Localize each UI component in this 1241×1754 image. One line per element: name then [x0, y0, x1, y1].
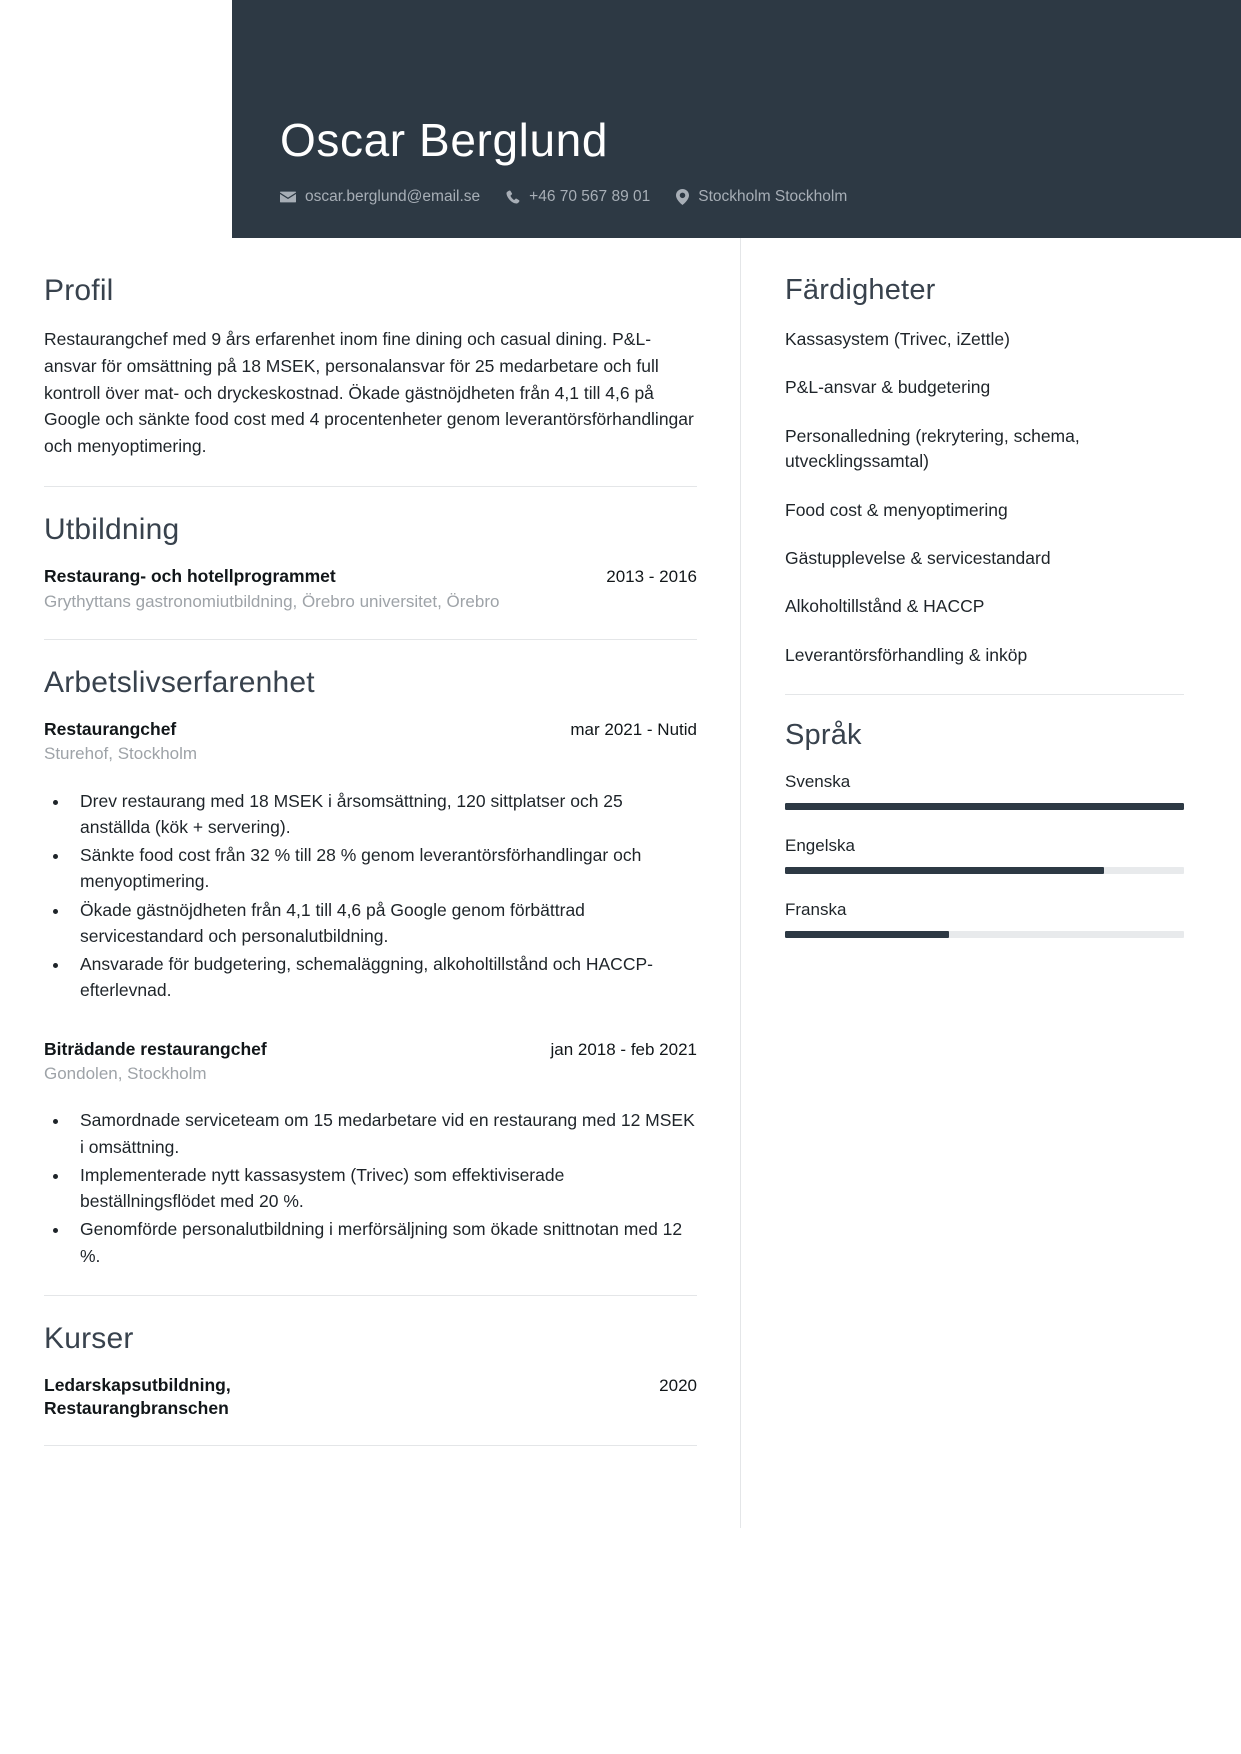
- experience-entry-spacer: [44, 1008, 697, 1038]
- course-entry: [44, 1374, 697, 1420]
- section-experience: [44, 666, 697, 1269]
- section-title-languages: Språk: [785, 719, 862, 751]
- experience-entry: [44, 718, 697, 1004]
- language-level-fill: [785, 803, 1184, 810]
- education-entry: [44, 565, 697, 613]
- language-item: [785, 772, 1184, 810]
- experience-entry-title: Restaurangchef: [44, 718, 177, 739]
- list-item: • Implementerade nytt kassasystem (Trivec) som effektiviserade beställningsflödet med 20 %.: [70, 1162, 697, 1215]
- experience-entry: [44, 1038, 697, 1269]
- list-item: • Samordnade serviceteam om 15 medarbetare vid en restaurang med 12 MSEK i omsättning.: [70, 1107, 697, 1160]
- list-item: • Drev restaurang med 18 MSEK i årsomsättning, 120 sittplatser och 25 anställda (kök + servering).: [70, 788, 697, 841]
- course-entry-title: Ledarskapsutbildning, Restaurangbranschen: [44, 1374, 231, 1418]
- language-level-track: [785, 931, 1184, 938]
- experience-entry-subtitle: Gondolen, Stockholm: [44, 1064, 207, 1084]
- experience-entry-subtitle: Sturehof, Stockholm: [44, 744, 198, 764]
- list-item: • Genomförde personalutbildning i merförsäljning som ökade snittnotan med 12 %.: [70, 1216, 697, 1269]
- section-title-courses: Kurser: [44, 1321, 134, 1355]
- divider-after-education: [44, 639, 697, 640]
- language-name: Franska: [785, 900, 847, 919]
- language-item: [785, 836, 1184, 874]
- skill-item: Gästupplevelse & servicestandard: [785, 547, 1051, 568]
- education-entry-subtitle: Grythyttans gastronomiutbildning, Örebro universitet, Örebro: [44, 591, 500, 611]
- course-entry-head: [44, 1374, 697, 1420]
- section-title-skills: Färdigheter: [785, 274, 936, 306]
- section-skills: [785, 274, 1184, 668]
- experience-entry-title: Biträdande restaurangchef: [44, 1038, 267, 1059]
- candidate-name: Oscar Berglund: [280, 113, 608, 166]
- divider-after-profile: [44, 486, 697, 487]
- list-item: • Ansvarade för budgetering, schemaläggning, alkoholtillstånd och HACCP-efterlevnad.: [70, 951, 697, 1004]
- language-name: Svenska: [785, 772, 851, 791]
- contact-email[interactable]: [280, 188, 480, 206]
- resume-header: [232, 0, 1241, 238]
- skill-item: Personalledning (rekrytering, schema, utvecklingssamtal): [785, 425, 1080, 472]
- list-item: • Sänkte food cost från 32 % till 28 % genom leverantörsförhandlingar och menyoptimering.: [70, 842, 697, 895]
- divider-after-courses: [44, 1445, 697, 1446]
- section-education: [44, 513, 697, 613]
- section-title-experience: Arbetslivserfarenhet: [44, 665, 315, 699]
- experience-entry-date: mar 2021 - Nutid: [570, 719, 697, 739]
- list-item: • Ökade gästnöjdheten från 4,1 till 4,6 på Google genom förbättrad servicestandard och personalutbildning.: [70, 897, 697, 950]
- experience-entry-date: jan 2018 - feb 2021: [550, 1039, 697, 1059]
- contact-phone[interactable]: [506, 188, 650, 206]
- divider-after-skills: [785, 694, 1184, 695]
- resume-body: [0, 238, 1241, 1528]
- section-profile: [44, 274, 697, 460]
- language-name: Engelska: [785, 836, 855, 855]
- divider-after-experience: [44, 1295, 697, 1296]
- contact-location-text: Stockholm Stockholm: [698, 188, 848, 205]
- main-column: [0, 238, 741, 1472]
- contact-location[interactable]: [676, 188, 847, 206]
- sidebar-column: [740, 238, 1240, 1528]
- skill-item: P&L-ansvar & budgetering: [785, 377, 991, 398]
- skill-item: Food cost & menyoptimering: [785, 499, 1008, 520]
- language-level-fill: [785, 867, 1104, 874]
- language-level-fill: [785, 931, 949, 938]
- experience-entry-bullets: [70, 788, 697, 1004]
- section-title-education: Utbildning: [44, 512, 180, 546]
- phone-icon: [506, 190, 520, 205]
- experience-entry-bullets: [70, 1107, 697, 1269]
- experience-entry-head: [44, 1038, 697, 1061]
- education-entry-date: 2013 - 2016: [606, 566, 697, 586]
- contact-email-text: oscar.berglund@email.se: [305, 188, 481, 205]
- location-pin-icon: [676, 189, 689, 205]
- skill-item: Leverantörsförhandling & inköp: [785, 644, 1028, 665]
- experience-entry-head: [44, 718, 697, 741]
- language-level-track: [785, 803, 1184, 810]
- section-title-profile: Profil: [44, 274, 114, 307]
- education-entry-title: Restaurang- och hotellprogrammet: [44, 565, 336, 586]
- section-courses: [44, 1322, 697, 1420]
- course-entry-date: 2020: [659, 1375, 697, 1395]
- contact-phone-text: +46 70 567 89 01: [529, 188, 651, 205]
- section-languages: [785, 719, 1184, 938]
- skill-item: Alkoholtillstånd & HACCP: [785, 596, 985, 617]
- skill-item: Kassasystem (Trivec, iZettle): [785, 329, 1010, 349]
- education-entry-head: [44, 565, 697, 588]
- envelope-icon: [280, 191, 296, 203]
- profile-summary-text: Restaurangchef med 9 års erfarenhet inom fine dining och casual dining. P&L-ansvar för omsättning på 18 MSEK, personalansvar för 25 medarbetare och full kontroll över mat- och dryckeskostnad. Ökade gästnöjdheten från 4,1 till 4,6 på Google och sänkte food cost med 4 procentenheter genom leverantörsförhandlingar och menyoptimering.: [44, 329, 694, 457]
- language-item: [785, 900, 1184, 938]
- contact-row: [280, 188, 1241, 206]
- language-level-track: [785, 867, 1184, 874]
